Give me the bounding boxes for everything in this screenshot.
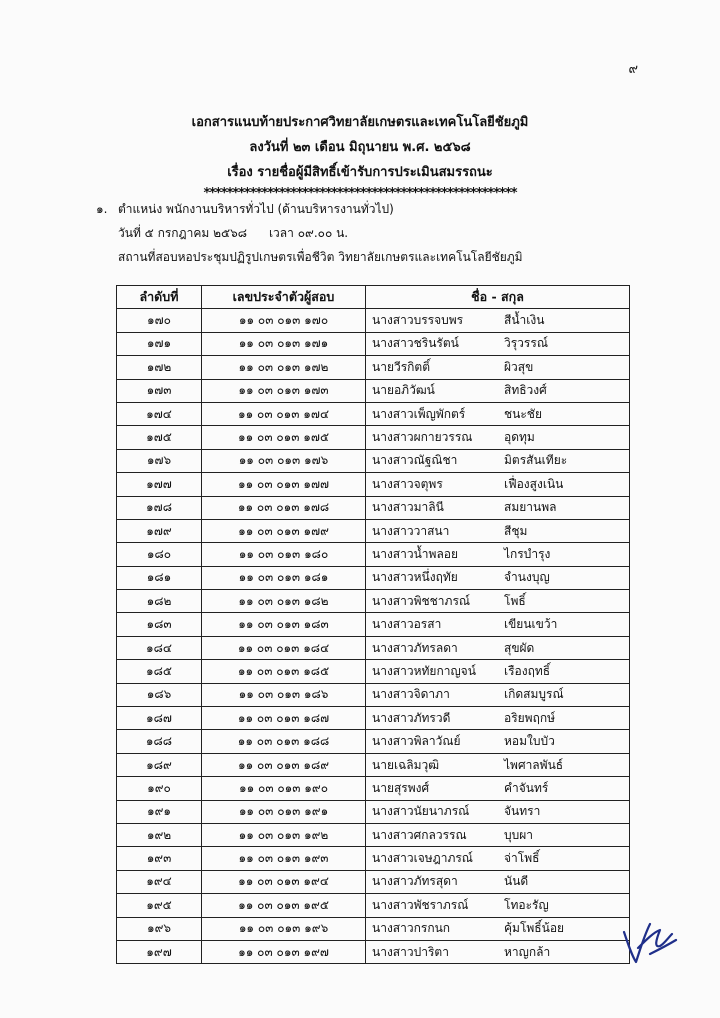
order-cell: ๑๗๐ — [117, 309, 202, 332]
surname-cell: คำจันทร์ — [500, 777, 630, 800]
table-row — [117, 870, 630, 893]
table-row — [117, 496, 630, 519]
position-text: ตำแหน่ง พนักงานบริหารทั่วไป (ด้านบริหารงานทั่วไป) — [118, 202, 394, 216]
order-cell: ๑๙๑ — [117, 800, 202, 823]
table-row — [117, 940, 630, 963]
order-cell: ๑๘๗ — [117, 707, 202, 730]
surname-cell: จำนงบุญ — [500, 566, 630, 589]
table-row — [117, 332, 630, 355]
order-cell: ๑๘๕ — [117, 660, 202, 683]
exam-id-cell: ๑๑ ๐๓ ๐๑๓ ๑๗๒ — [202, 356, 366, 379]
name-cell: นางสาววาสนา — [366, 519, 501, 542]
order-cell: ๑๙๐ — [117, 777, 202, 800]
exam-id-cell: ๑๑ ๐๓ ๐๑๓ ๑๙๒ — [202, 823, 366, 846]
exam-id-cell: ๑๑ ๐๓ ๐๑๓ ๑๙๐ — [202, 777, 366, 800]
table-row — [117, 309, 630, 332]
name-cell: นางสาวภัทรลดา — [366, 636, 501, 659]
order-cell: ๑๗๘ — [117, 496, 202, 519]
exam-id-cell: ๑๑ ๐๓ ๐๑๓ ๑๙๓ — [202, 847, 366, 870]
surname-cell: อริยพฤกษ์ — [500, 707, 630, 730]
surname-cell: โพธิ์ — [500, 590, 630, 613]
name-cell: นางสาวน้ำพลอย — [366, 543, 501, 566]
name-cell: นางสาวณัฐณิชา — [366, 449, 501, 472]
surname-cell: สมยานพล — [500, 496, 630, 519]
table-row — [117, 356, 630, 379]
order-cell: ๑๘๓ — [117, 613, 202, 636]
order-cell: ๑๘๐ — [117, 543, 202, 566]
exam-info — [96, 197, 523, 269]
order-cell: ๑๙๔ — [117, 870, 202, 893]
order-cell: ๑๗๙ — [117, 519, 202, 542]
table-row — [117, 379, 630, 402]
surname-cell: ชนะชัย — [500, 402, 630, 425]
order-cell: ๑๗๒ — [117, 356, 202, 379]
name-cell: นางสาวหนึ่งฤทัย — [366, 566, 501, 589]
exam-id-cell: ๑๑ ๐๓ ๐๑๓ ๑๗๔ — [202, 402, 366, 425]
surname-cell: เฟื่องสูงเนิน — [500, 473, 630, 496]
surname-cell: มิตรสันเทียะ — [500, 449, 630, 472]
exam-id-cell: ๑๑ ๐๓ ๐๑๓ ๑๘๐ — [202, 543, 366, 566]
exam-id-cell: ๑๑ ๐๓ ๐๑๓ ๑๘๕ — [202, 660, 366, 683]
table-row — [117, 894, 630, 917]
order-cell: ๑๘๔ — [117, 636, 202, 659]
exam-id-cell: ๑๑ ๐๓ ๐๑๓ ๑๘๖ — [202, 683, 366, 706]
order-cell: ๑๗๓ — [117, 379, 202, 402]
name-cell: นางสาวพัชราภรณ์ — [366, 894, 501, 917]
surname-cell: สิทธิวงศ์ — [500, 379, 630, 402]
header-date: ลงวันที่ ๒๓ เดือน มิถุนายน พ.ศ. ๒๕๖๘ — [249, 140, 471, 155]
table-row — [117, 823, 630, 846]
table-row — [117, 730, 630, 753]
table-row — [117, 590, 630, 613]
order-cell: ๑๘๘ — [117, 730, 202, 753]
exam-id-cell: ๑๑ ๐๓ ๐๑๓ ๑๙๑ — [202, 800, 366, 823]
name-cell: นายสุรพงศ์ — [366, 777, 501, 800]
item-number: ๑. — [96, 202, 108, 216]
name-cell: นายวีรกิตติ์ — [366, 356, 501, 379]
table-row — [117, 636, 630, 659]
table-row — [117, 613, 630, 636]
table-row — [117, 660, 630, 683]
order-cell: ๑๘๖ — [117, 683, 202, 706]
exam-date: วันที่ ๕ กรกฎาคม ๒๕๖๘ — [118, 226, 247, 240]
surname-cell: สีชุม — [500, 519, 630, 542]
exam-venue: สถานที่สอบหอประชุมปฏิรูปเกษตรเพื่อชีวิต วิทยาลัยเกษตรและเทคโนโลยีชัยภูมิ — [118, 250, 523, 264]
table-row — [117, 519, 630, 542]
surname-cell: ไพศาลพันธ์ — [500, 753, 630, 776]
name-cell: นางสาวอรสา — [366, 613, 501, 636]
exam-id-cell: ๑๑ ๐๓ ๐๑๓ ๑๗๖ — [202, 449, 366, 472]
date-line — [96, 221, 523, 245]
table-row — [117, 800, 630, 823]
header-exam-id: เลขประจำตัวผู้สอบ — [202, 286, 366, 309]
surname-cell: วิรุวรรณ์ — [500, 332, 630, 355]
exam-time: เวลา ๐๙.๐๐ น. — [268, 226, 349, 240]
header-subject: เรื่อง รายชื่อผู้มีสิทธิ์เข้ารับการประเมินสมรรถนะ — [227, 165, 493, 180]
exam-id-cell: ๑๑ ๐๓ ๐๑๓ ๑๗๘ — [202, 496, 366, 519]
header-title: เอกสารแนบท้ายประกาศวิทยาลัยเกษตรและเทคโนโลยีชัยภูมิ — [191, 115, 529, 130]
table-row — [117, 753, 630, 776]
order-cell: ๑๙๓ — [117, 847, 202, 870]
name-cell: นางสาวจิดาภา — [366, 683, 501, 706]
table-row — [117, 449, 630, 472]
table-header-row — [117, 286, 630, 309]
table-row — [117, 473, 630, 496]
surname-cell: โทอะรัญ — [500, 894, 630, 917]
name-cell: นายอภิวัฒน์ — [366, 379, 501, 402]
exam-id-cell: ๑๑ ๐๓ ๐๑๓ ๑๘๑ — [202, 566, 366, 589]
surname-cell: ไกรบำรุง — [500, 543, 630, 566]
table-row — [117, 683, 630, 706]
exam-id-cell: ๑๑ ๐๓ ๐๑๓ ๑๘๘ — [202, 730, 366, 753]
surname-cell: คุ้มโพธิ์น้อย — [500, 917, 630, 940]
name-cell: นางสาวพิลาวัณย์ — [366, 730, 501, 753]
order-cell: ๑๙๗ — [117, 940, 202, 963]
name-cell: นางสาวกรกนก — [366, 917, 501, 940]
name-cell: นายเฉลิมวุฒิ — [366, 753, 501, 776]
order-cell: ๑๙๒ — [117, 823, 202, 846]
document-header — [0, 110, 720, 201]
name-cell: นางสาวภัทรสุดา — [366, 870, 501, 893]
exam-id-cell: ๑๑ ๐๓ ๐๑๓ ๑๘๔ — [202, 636, 366, 659]
exam-id-cell: ๑๑ ๐๓ ๐๑๓ ๑๙๖ — [202, 917, 366, 940]
name-cell: นางสาวศกลวรรณ — [366, 823, 501, 846]
surname-cell: เขียนเขว้า — [500, 613, 630, 636]
exam-id-cell: ๑๑ ๐๓ ๐๑๓ ๑๙๔ — [202, 870, 366, 893]
table-row — [117, 402, 630, 425]
signature-icon — [620, 910, 680, 976]
surname-cell: นันดี — [500, 870, 630, 893]
table-row — [117, 426, 630, 449]
exam-id-cell: ๑๑ ๐๓ ๐๑๓ ๑๗๕ — [202, 426, 366, 449]
surname-cell: อุดทุม — [500, 426, 630, 449]
order-cell: ๑๙๕ — [117, 894, 202, 917]
name-cell: นางสาวมาลินี — [366, 496, 501, 519]
order-cell: ๑๘๑ — [117, 566, 202, 589]
surname-cell: จันทรา — [500, 800, 630, 823]
header-divider: ****************************************************** — [203, 186, 517, 201]
exam-id-cell: ๑๑ ๐๓ ๐๑๓ ๑๘๙ — [202, 753, 366, 776]
order-cell: ๑๙๖ — [117, 917, 202, 940]
name-cell: นางสาวผกายวรรณ — [366, 426, 501, 449]
name-cell: นางสาวพิชชาภรณ์ — [366, 590, 501, 613]
order-cell: ๑๘๙ — [117, 753, 202, 776]
table-row — [117, 777, 630, 800]
header-order: ลำดับที่ — [117, 286, 202, 309]
exam-id-cell: ๑๑ ๐๓ ๐๑๓ ๑๗๙ — [202, 519, 366, 542]
exam-id-cell: ๑๑ ๐๓ ๐๑๓ ๑๙๕ — [202, 894, 366, 917]
order-cell: ๑๘๒ — [117, 590, 202, 613]
surname-cell: บุบผา — [500, 823, 630, 846]
name-cell: นางสาวชรินรัตน์ — [366, 332, 501, 355]
name-cell: นางสาวปาริตา — [366, 940, 501, 963]
order-cell: ๑๗๔ — [117, 402, 202, 425]
surname-cell: หาญกล้า — [500, 940, 630, 963]
order-cell: ๑๗๗ — [117, 473, 202, 496]
surname-cell: จ่าโพธิ์ — [500, 847, 630, 870]
table-row — [117, 707, 630, 730]
venue-line — [96, 245, 523, 269]
exam-id-cell: ๑๑ ๐๓ ๐๑๓ ๑๗๐ — [202, 309, 366, 332]
table-row — [117, 917, 630, 940]
exam-id-cell: ๑๑ ๐๓ ๐๑๓ ๑๘๒ — [202, 590, 366, 613]
order-cell: ๑๗๑ — [117, 332, 202, 355]
name-cell: นางสาวนัยนาภรณ์ — [366, 800, 501, 823]
surname-cell: หอมใบบัว — [500, 730, 630, 753]
position-line — [96, 197, 523, 221]
surname-cell: ผิวสุข — [500, 356, 630, 379]
name-cell: นางสาวภัทรวดี — [366, 707, 501, 730]
surname-cell: เรืองฤทธิ์ — [500, 660, 630, 683]
header-name: ชื่อ - สกุล — [366, 286, 630, 309]
exam-id-cell: ๑๑ ๐๓ ๐๑๓ ๑๘๓ — [202, 613, 366, 636]
name-cell: นางสาวเพ็ญพักตร์ — [366, 402, 501, 425]
name-cell: นางสาวบรรจบพร — [366, 309, 501, 332]
exam-id-cell: ๑๑ ๐๓ ๐๑๓ ๑๗๑ — [202, 332, 366, 355]
surname-cell: สุขผัด — [500, 636, 630, 659]
order-cell: ๑๗๕ — [117, 426, 202, 449]
order-cell: ๑๗๖ — [117, 449, 202, 472]
candidate-table — [116, 285, 630, 964]
name-cell: นางสาวหทัยกาญจน์ — [366, 660, 501, 683]
surname-cell: เกิดสมบูรณ์ — [500, 683, 630, 706]
exam-id-cell: ๑๑ ๐๓ ๐๑๓ ๑๗๗ — [202, 473, 366, 496]
name-cell: นางสาวเจษฎาภรณ์ — [366, 847, 501, 870]
surname-cell: สีน้ำเงิน — [500, 309, 630, 332]
name-cell: นางสาวจตุพร — [366, 473, 501, 496]
exam-id-cell: ๑๑ ๐๓ ๐๑๓ ๑๗๓ — [202, 379, 366, 402]
page-number: ๙ — [628, 62, 638, 77]
exam-id-cell: ๑๑ ๐๓ ๐๑๓ ๑๘๗ — [202, 707, 366, 730]
table-row — [117, 566, 630, 589]
exam-id-cell: ๑๑ ๐๓ ๐๑๓ ๑๙๗ — [202, 940, 366, 963]
table-row — [117, 847, 630, 870]
table-row — [117, 543, 630, 566]
